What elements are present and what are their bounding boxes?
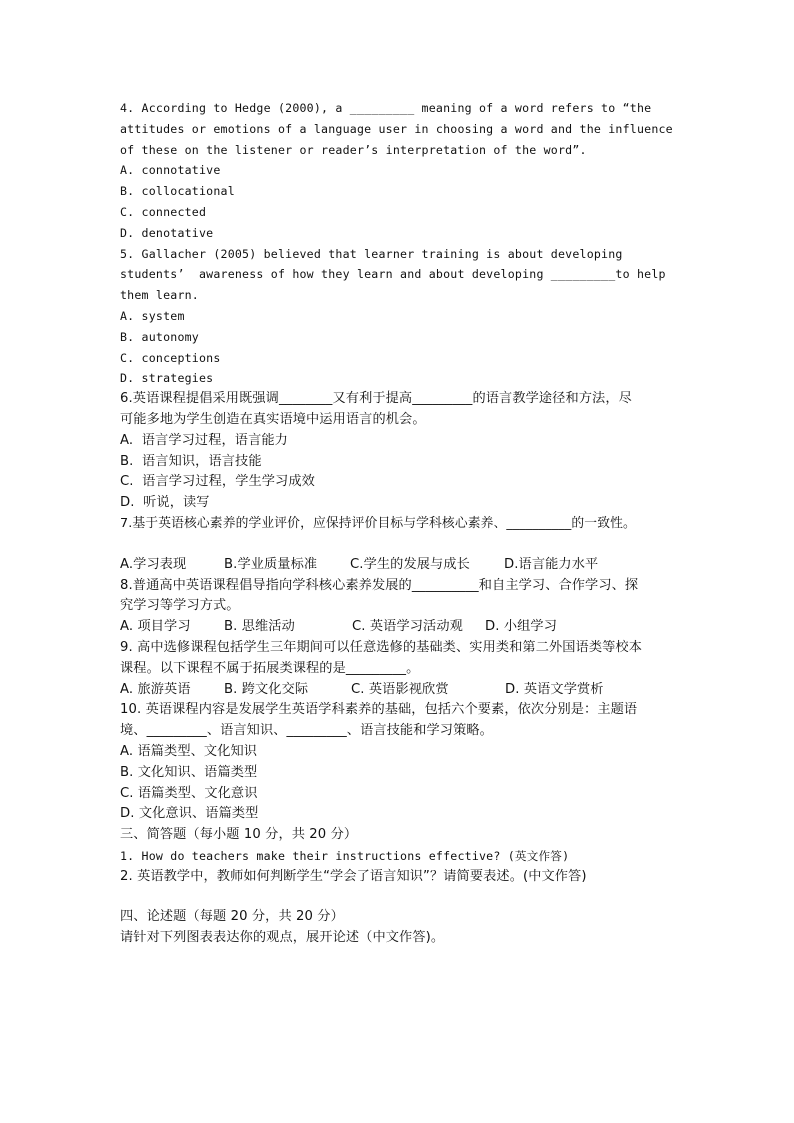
question-7-options: [120, 555, 690, 576]
question-6-stem-line-1: 6.英语课程提倡采用既强调________又有利于提高_________的语言教学途径和方法，尽: [120, 391, 632, 407]
question-4-stem-line-3: of these on the listener or reader’s interpretation of the word”.: [120, 142, 587, 157]
question-8: [120, 576, 690, 638]
section-essay: [120, 907, 690, 949]
question-6-option-b: B. 语言知识，语言技能: [120, 453, 262, 469]
question-5-stem-line-2: students’ awareness of how they learn and about developing _________to help: [120, 267, 666, 282]
question-7: [120, 514, 690, 576]
question-7-option-d: D.语言能力水平: [504, 556, 599, 572]
question-4-option-a: A. connotative: [120, 163, 221, 178]
question-9-stem-line-1: 9. 高中选修课程包括学生三年期间可以任意选修的基础类、实用类和第二外国语类等校本: [120, 639, 642, 655]
question-10-stem-line-2: 境、_________、语言知识、_________、语言技能和学习策略。: [120, 723, 493, 739]
question-10-option-d: D. 文化意识、语篇类型: [120, 806, 259, 822]
question-4-stem-line-2: attitudes or emotions of a language user in choosing a word and the influence: [120, 121, 673, 136]
question-7-stem: 7.基于英语核心素养的学业评价，应保持评价目标与学科核心素养、__________的一致性。: [120, 515, 636, 531]
question-5-option-b: B. autonomy: [120, 329, 199, 344]
question-8-stem-line-1: 8.普通高中英语课程倡导指向学科核心素养发展的__________和自主学习、合作学习、探: [120, 577, 639, 593]
question-7-option-b: B.学业质量标准: [224, 556, 318, 572]
question-4-stem-line-1: 4. According to Hedge (2000), a _________ meaning of a word refers to “the: [120, 101, 652, 115]
section-3-heading: 三、简答题（每小题 10 分，共 20 分）: [120, 827, 358, 843]
question-10-option-c: C. 语篇类型、文化意识: [120, 785, 258, 801]
question-10-stem-line-1: 10. 英语课程内容是发展学生英语学科素养的基础，包括六个要素，依次分别是：主题语: [120, 702, 638, 718]
short-answer-question-2: 2. 英语教学中，教师如何判断学生“学会了语言知识”？请简要表述。(中文作答): [120, 868, 587, 884]
question-9-option-a: A. 旅游英语: [120, 681, 191, 697]
exam-page: [120, 98, 690, 949]
question-5-option-c: C. conceptions: [120, 350, 221, 365]
question-4: [120, 98, 690, 244]
question-9-option-b: B. 跨文化交际: [224, 681, 309, 697]
question-4-option-b: B. collocational: [120, 184, 235, 199]
question-8-option-d: D. 小组学习: [485, 619, 557, 635]
section-short-answer: [120, 825, 690, 887]
question-5: [120, 244, 690, 390]
question-6-option-d: D. 听说，读写: [120, 495, 210, 511]
question-8-option-a: A. 项目学习: [120, 619, 191, 635]
question-5-option-d: D. strategies: [120, 371, 214, 386]
question-6: [120, 389, 690, 514]
question-9-stem-line-2: 课程。以下课程不属于拓展类课程的是_________。: [120, 660, 420, 676]
question-4-option-d: D. denotative: [120, 225, 214, 240]
question-10: [120, 700, 690, 825]
question-9-option-c: C. 英语影视欣赏: [351, 681, 449, 697]
question-8-stem-line-2: 究学习等学习方式。: [120, 598, 240, 614]
question-9-option-d: D. 英语文学赏析: [505, 681, 604, 697]
question-5-stem-line-3: them learn.: [120, 288, 199, 303]
question-9-options: [120, 680, 690, 701]
question-6-option-a: A. 语言学习过程，语言能力: [120, 432, 288, 448]
short-answer-question-1: 1. How do teachers make their instructions effective? (英文作答): [120, 848, 570, 863]
question-7-option-a: A.学习表现: [120, 556, 187, 572]
question-4-option-c: C. connected: [120, 204, 207, 219]
question-6-stem-line-2: 可能多地为学生创造在真实语境中运用语言的机会。: [120, 411, 426, 427]
question-10-option-a: A. 语篇类型、文化知识: [120, 743, 258, 759]
section-4-heading: 四、论述题（每题 20 分，共 20 分）: [120, 909, 344, 925]
question-8-option-c: C. 英语学习活动观: [352, 619, 463, 635]
question-8-options: [120, 617, 690, 638]
question-8-option-b: B. 思维活动: [224, 619, 295, 635]
question-9: [120, 638, 690, 700]
question-5-stem-line-1: 5. Gallacher (2005) believed that learner training is about developing: [120, 246, 623, 261]
question-10-option-b: B. 文化知识、语篇类型: [120, 764, 258, 780]
question-7-option-c: C.学生的发展与成长: [350, 556, 470, 572]
essay-prompt: 请针对下列图表表达你的观点，展开论述（中文作答)。: [120, 930, 445, 946]
question-5-option-a: A. system: [120, 308, 185, 323]
question-6-option-c: C. 语言学习过程，学生学习成效: [120, 474, 315, 490]
